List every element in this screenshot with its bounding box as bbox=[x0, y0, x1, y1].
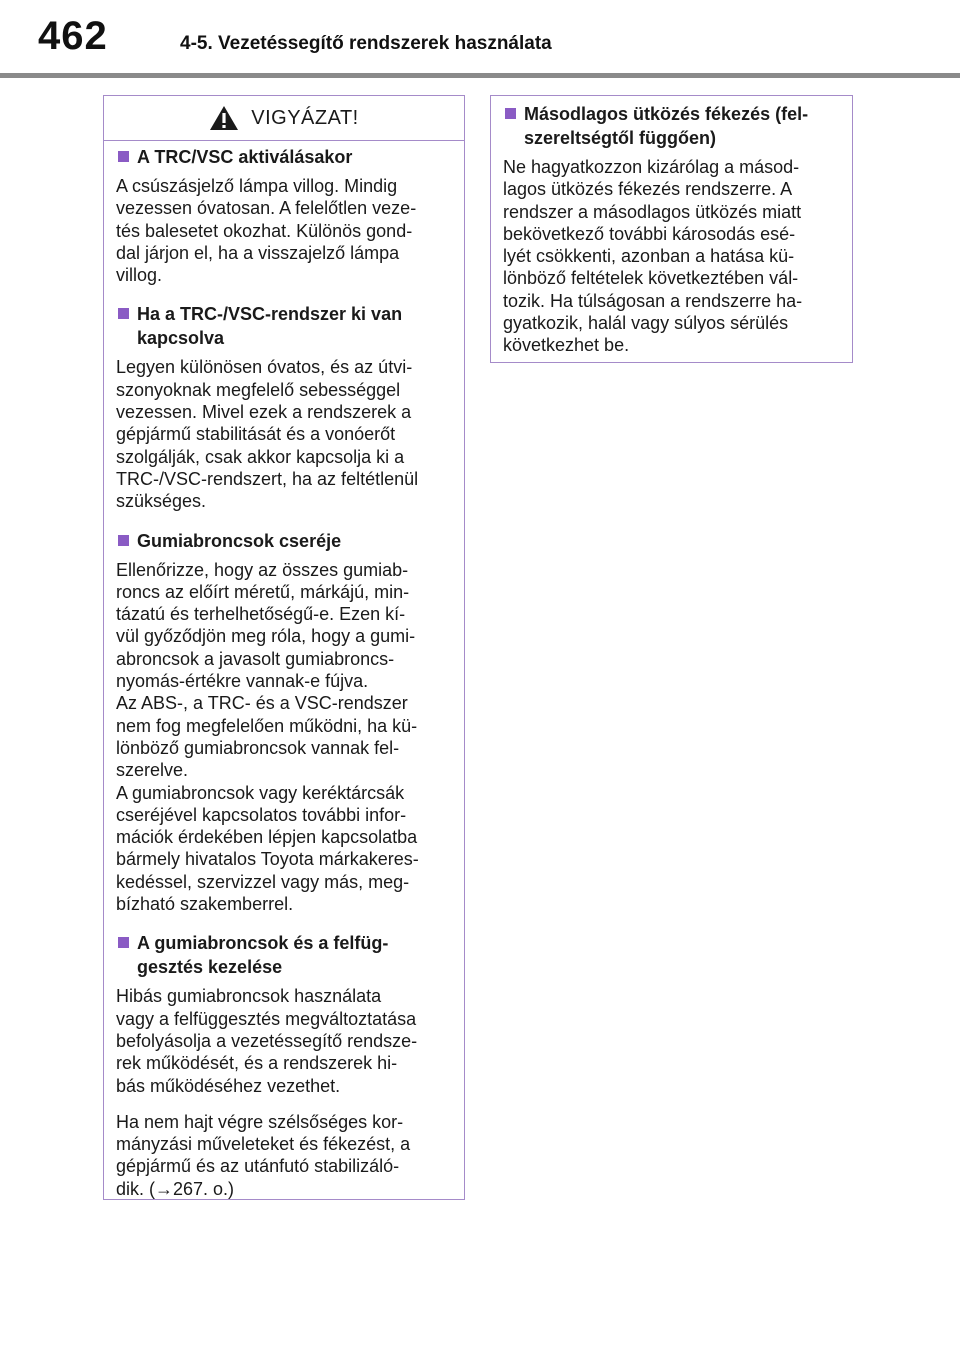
caution-box bbox=[103, 95, 465, 1200]
section-body: Ellenőrizze, hogy az összes gumiab- roncs az előírt méretű, márkájú, min- tázatú és terhelhetőségű-e. Ezen kí- vül győződjön meg róla, hogy a gumi- abroncsok a javasolt gumiabroncs- nyomás-értékre vannak-e fújva. Az ABS-, a TRC- és a VSC-rendszer nem fog megfelelően működni, ha kü- lönböző gumiabroncsok vannak fel- szerelve. A gumiabroncsok vagy keréktárcsák cseréjével kapcsolatos további infor- mációk érdekében lépjen kapcsolatba bármely hivatalos Toyota márkakeres- kedéssel, szervizzel vagy más, meg- bízható szakemberrel. bbox=[116, 559, 419, 915]
caution-content-right bbox=[491, 96, 852, 357]
section-body: Ne hagyatkozzon kizárólag a másod- lagos ütközés fékezés rendszerre. A rendszer a másodlagos ütközés miatt bekövetkező további károsodás esé- lyét csökkenti, azonban a hatása kü- lönböző feltételek következtében vál- tozik. Ha túlságosan a rendszerre ha- gyatkozik, halál vagy súlyos sérülés következhet be. bbox=[503, 157, 803, 356]
section-heading-text: A gumiabroncsok és a felfüg- gesztés kezelése bbox=[137, 933, 389, 978]
section-heading bbox=[503, 102, 840, 150]
caution-header bbox=[104, 96, 464, 141]
bullet-square-icon bbox=[118, 308, 129, 319]
bullet-square-icon bbox=[118, 535, 129, 546]
bullet-square-icon bbox=[118, 937, 129, 948]
caution-title: VIGYÁZAT! bbox=[251, 106, 359, 129]
section-body: Legyen különösen óvatos, és az útvi- szonyoknak megfelelő sebességgel vezessen. Mivel ezek a rendszerek a gépjármű stabilitását és a vonóerőt szolgálják, csak akkor kapcsolja ki a TRC-/VSC-rendszert, ha az feltétlenül szükséges. bbox=[116, 357, 419, 512]
section-heading-text: Másodlagos ütközés fékezés (fel- szereltségtől függően) bbox=[524, 104, 809, 148]
page-number: 462 bbox=[38, 14, 108, 58]
section-heading-text: Gumiabroncsok cseréje bbox=[137, 530, 342, 551]
bullet-square-icon bbox=[505, 108, 516, 119]
section-heading bbox=[116, 145, 452, 169]
bullet-square-icon bbox=[118, 151, 129, 162]
caution-content-left bbox=[104, 141, 464, 1200]
section-body: A csúszásjelző lámpa villog. Mindig vezessen óvatosan. A felelőtlen veze- tés balesetet okozhat. Különös gond- dal járjon el, ha a visszajelző lámpa villog. bbox=[116, 176, 417, 286]
caution-box-continued bbox=[490, 95, 853, 363]
section-heading-text: A TRC/VSC aktiválásakor bbox=[137, 147, 353, 167]
section-heading bbox=[116, 931, 452, 979]
section-body: Ha nem hajt végre szélsőséges kor- mányzási műveleteket és fékezést, a gépjármű és az utánfutó stabilizáló- dik. (→267. o.) bbox=[116, 1111, 411, 1199]
section-heading-text: Ha a TRC-/VSC-rendszer ki van kapcsolva bbox=[137, 304, 403, 349]
section-title: 4-5. Vezetéssegítő rendszerek használata bbox=[180, 33, 552, 54]
section-body: Hibás gumiabroncsok használata vagy a felfüggesztés megváltoztatása befolyásolja a vezetéssegítő rendsze- rek működését, és a rendszerek hi- bás működéséhez vezethet. bbox=[116, 986, 418, 1096]
section-heading bbox=[116, 529, 452, 553]
warning-triangle-icon bbox=[209, 105, 239, 131]
header-divider bbox=[0, 73, 960, 78]
section-heading bbox=[116, 302, 452, 350]
page-header bbox=[0, 0, 960, 82]
